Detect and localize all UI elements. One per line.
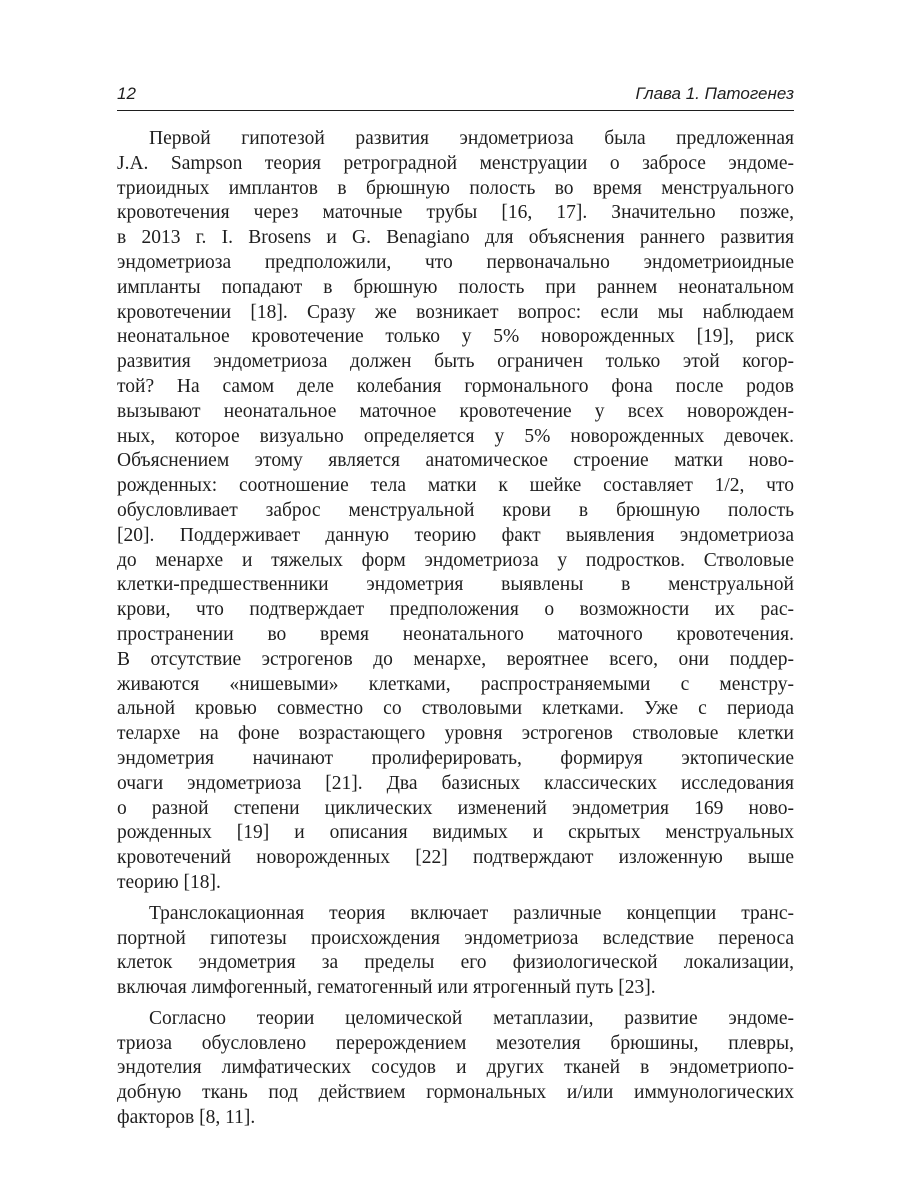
text-line: той? На самом деле колебания гормонального фона после родов: [117, 375, 794, 397]
text-line: живаются «нишевыми» клетками, распространяемыми с менстру-: [117, 673, 794, 695]
text-line: Транслокационная теория включает различные концепции транс-: [149, 902, 794, 924]
text-line: импланты попадают в брюшную полость при раннем неонатальном: [117, 276, 794, 298]
text-line: эндометрия начинают пролиферировать, формируя эктопические: [117, 747, 794, 769]
text-line: крови, что подтверждает предположения о возможности их рас-: [117, 599, 794, 621]
text-line: о разной степени циклических изменений эндометрия 169 ново-: [117, 797, 794, 819]
text-line: Объяснением этому является анатомическое строение матки ново-: [117, 450, 794, 472]
body-text: [117, 127, 794, 1131]
text-line: портной гипотезы происхождения эндометриоза вследствие переноса: [117, 927, 794, 949]
text-line: ных, которое визуально определяется у 5% новорожденных девочек.: [117, 425, 794, 447]
text-line: развития эндометриоза должен быть ограничен только этой когор-: [117, 351, 794, 373]
text-line: кровотечении [18]. Сразу же возникает вопрос: если мы наблюдаем: [117, 301, 794, 323]
page-number: 12: [117, 84, 136, 103]
text-line: обусловливает заброс менструальной крови в брюшную полость: [117, 499, 794, 521]
text-line: добную ткань под действием гормональных и/или иммунологических: [117, 1082, 794, 1104]
text-line: пространении во время неонатального маточного кровотечения.: [117, 623, 794, 645]
text-line: эндометриоза предположили, что первоначально эндометриоидные: [117, 251, 794, 273]
text-line: эндотелия лимфатических сосудов и других тканей в эндометриопо-: [117, 1057, 794, 1079]
text-line: клетки-предшественники эндометрия выявлены в менструальной: [117, 574, 794, 596]
header-rule: [117, 110, 794, 111]
text-line: до менархе и тяжелых форм эндометриоза у подростков. Стволовые: [117, 549, 794, 571]
text-line: триоидных имплантов в брюшную полость во время менструального: [117, 177, 794, 199]
text-line: рожденных [19] и описания видимых и скрытых менструальных: [117, 822, 794, 844]
text-line: [20]. Поддерживает данную теорию факт выявления эндометриоза: [117, 524, 794, 546]
paragraph: [117, 902, 794, 1001]
text-line: включая лимфогенный, гематогенный или ятрогенный путь [23].: [117, 977, 656, 999]
text-line: теорию [18].: [117, 871, 221, 893]
paragraph: [117, 1007, 794, 1131]
text-line: альной кровью совместно со стволовыми клетками. Уже с периода: [117, 698, 794, 720]
text-line: факторов [8, 11].: [117, 1107, 256, 1129]
text-line: Согласно теории целомической метаплазии, развитие эндоме-: [149, 1007, 794, 1029]
running-header: [117, 82, 794, 108]
text-line: кровотечения через маточные трубы [16, 17]. Значительно позже,: [117, 202, 794, 224]
text-line: рожденных: соотношение тела матки к шейке составляет 1/2, что: [117, 475, 794, 497]
text-line: триоза обусловлено перерождением мезотелия брюшины, плевры,: [117, 1032, 794, 1054]
paragraph: [117, 127, 794, 896]
text-line: J.A. Sampson теория ретроградной менструации о забросе эндоме-: [117, 152, 794, 174]
text-line: кровотечений новорожденных [22] подтверждают изложенную выше: [117, 847, 794, 869]
text-line: клеток эндометрия за пределы его физиологической локализации,: [117, 952, 794, 974]
text-line: в 2013 г. I. Brosens и G. Benagiano для объяснения раннего развития: [117, 227, 794, 249]
text-line: В отсутствие эстрогенов до менархе, вероятнее всего, они поддер-: [117, 648, 794, 670]
text-line: очаги эндометриоза [21]. Два базисных классических исследования: [117, 772, 794, 794]
text-line: неонатальное кровотечение только у 5% новорожденных [19], риск: [117, 326, 794, 348]
text-line: телархе на фоне возрастающего уровня эстрогенов стволовые клетки: [117, 723, 794, 745]
chapter-title: Глава 1. Патогенез: [635, 84, 794, 103]
text-line: Первой гипотезой развития эндометриоза была предложенная: [149, 128, 794, 149]
text-line: вызывают неонатальное маточное кровотечение у всех новорожден-: [117, 400, 794, 422]
